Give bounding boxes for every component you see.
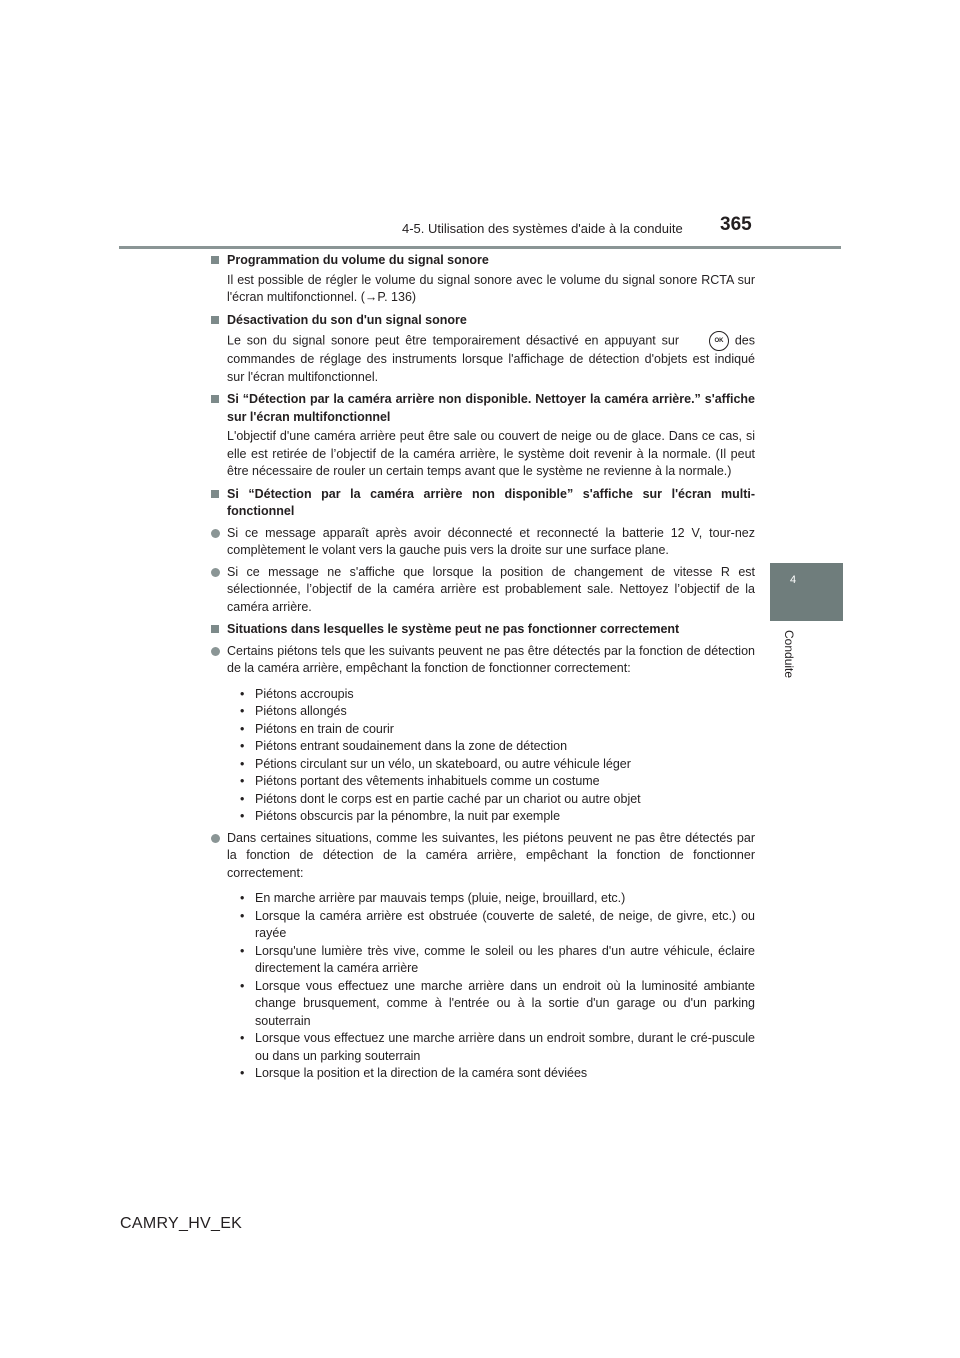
list-item: • Lorsqu'une lumière très vive, comme le soleil ou les phares d'un autre véhicule, éclaire directement la caméra arrière [237, 943, 755, 978]
chapter-label-text: Conduite [782, 630, 796, 679]
bullet-dot-icon [211, 529, 220, 538]
bullet-dot-icon [211, 647, 220, 656]
list-item: • Lorsque la position et la direction de la caméra sont déviées [237, 1065, 755, 1083]
section-square-icon [211, 256, 219, 264]
section-title: Si “Détection par la caméra arrière non disponible. Nettoyer la caméra arrière.” s'affiche sur l'écran multifonctionnel [227, 392, 755, 424]
list-item: • Piétons allongés [237, 703, 755, 721]
section-text-after: des commandes de réglage des instruments lorsque l'affichage de détection d'objets est indiqué sur l'écran multifonctionnel. [227, 333, 755, 384]
bullet-point: Dans certaines situations, comme les suivantes, les piétons peuvent ne pas être détectés par la fonction de détection de la caméra arrière, empêchant la fonction de fonctionner correctement: [211, 830, 755, 883]
list-item: • Piétons obscurcis par la pénombre, la nuit par exemple [237, 808, 755, 826]
list-item: • Pétions circulant sur un vélo, un skateboard, ou autre véhicule léger [237, 756, 755, 774]
running-header-section: 4-5. Utilisation des systèmes d'aide à la conduite [402, 221, 683, 236]
section-text: Il est possible de régler le volume du signal sonore avec le volume du signal sonore RCTA sur l'écran multifonctionnel. (→P. 136) [227, 272, 755, 304]
list-item: • Lorsque la caméra arrière est obstruée (couverte de saleté, de neige, de givre, etc.) ou rayée [237, 908, 755, 943]
ok-button-icon: OK [709, 331, 729, 351]
section-volume [211, 252, 755, 307]
chapter-tab [770, 563, 843, 621]
footer-model-code: CAMRY_HV_EK [120, 1215, 243, 1232]
section-square-icon [211, 395, 219, 403]
chapter-label [770, 630, 810, 690]
section-limitations [211, 621, 755, 1083]
list-item: • Piétons portant des vêtements inhabituels comme un costume [237, 773, 755, 791]
bullet-dot-icon [211, 568, 220, 577]
section-text: L'objectif d'une caméra arrière peut être sale ou couvert de neige ou de glace. Dans ce cas, si elle est retirée de l’objectif de la caméra arrière, le système doit revenir à la normale. (Il peut être nécessaire de rouler un certain temps avant que le système ne revienne à la normale.) [227, 429, 755, 478]
section-title: Si “Détection par la caméra arrière non disponible” s'affiche sur l'écran multi-fonctionnel [227, 486, 755, 518]
section-camera-dirty [211, 391, 755, 481]
list-item: • Lorsque vous effectuez une marche arrière dans un endroit où la luminosité ambiante change brusquement, comme à l'entrée ou à la sortie d'un garage ou d'un parking souterrain [237, 978, 755, 1031]
section-title: Programmation du volume du signal sonore [227, 253, 489, 267]
section-text-before: Le son du signal sonore peut être temporairement désactivé en appuyant sur [227, 333, 679, 348]
section-title: Situations dans lesquelles le système peut ne pas fonctionner correctement [227, 622, 680, 636]
section-title: Désactivation du son d'un signal sonore [227, 312, 467, 327]
list-item: • En marche arrière par mauvais temps (pluie, neige, brouillard, etc.) [237, 890, 755, 908]
page-content [211, 252, 755, 1088]
section-square-icon [211, 316, 219, 324]
section-camera-unavailable [211, 486, 755, 617]
list-item: • Lorsque vous effectuez une marche arrière dans un endroit sombre, durant le cré-puscule ou dans un parking souterrain [237, 1030, 755, 1065]
bullet-dot-icon [211, 834, 220, 843]
section-square-icon [211, 490, 219, 498]
bullet-point: Certains piétons tels que les suivants peuvent ne pas être détectés par la fonction de détection de la caméra arrière, empêchant la fonction de fonctionner correctement: [211, 643, 755, 678]
list-item: • Piétons entrant soudainement dans la zone de détection [237, 738, 755, 756]
list-item: • Piétons dont le corps est en partie caché par un chariot ou autre objet [237, 791, 755, 809]
pedestrian-list [227, 686, 755, 826]
section-text [227, 331, 755, 386]
header-divider [119, 246, 841, 249]
situation-list [227, 890, 755, 1083]
section-mute [211, 312, 755, 387]
chapter-tab-number: 4 [790, 574, 797, 586]
bullet-point: Si ce message apparaît après avoir déconnecté et reconnecté la batterie 12 V, tour-nez complètement le volant vers la gauche puis vers la droite sur une surface plane. [211, 525, 755, 560]
list-item: • Piétons en train de courir [237, 721, 755, 739]
bullet-point: Si ce message ne s'affiche que lorsque la position de changement de vitesse R est sélectionnée, l’objectif de la caméra arrière est probablement sale. Nettoyez l’objectif de la caméra arrière. [211, 564, 755, 617]
list-item: • Piétons accroupis [237, 686, 755, 704]
page-number: 365 [720, 214, 752, 235]
section-square-icon [211, 625, 219, 633]
